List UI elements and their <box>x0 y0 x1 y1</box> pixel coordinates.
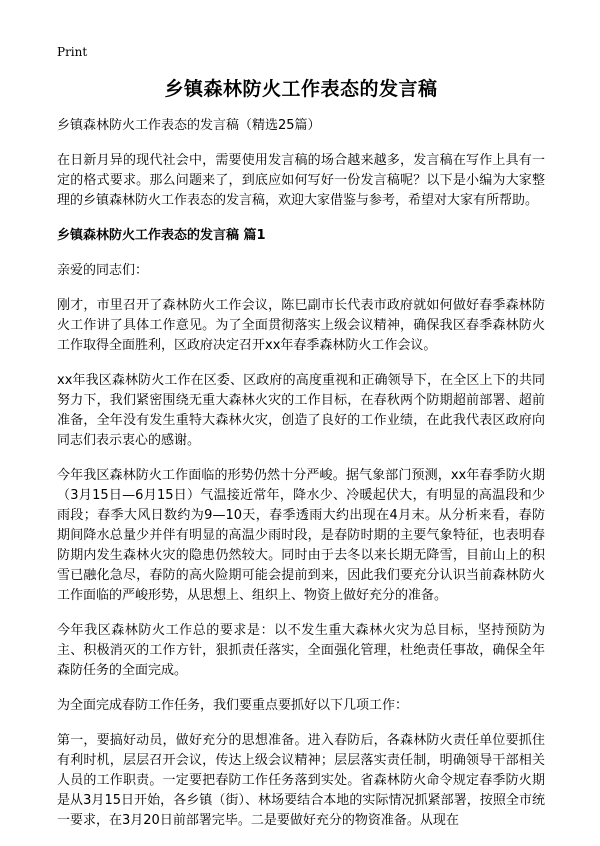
print-label: Print <box>57 45 88 59</box>
section-heading: 乡镇森林防火工作表态的发言稿 篇1 <box>57 228 266 243</box>
body-paragraph: 为全面完成春防工作任务，我们要重点要抓好以下几项工作： <box>57 698 409 713</box>
document-subtitle: 乡镇森林防火工作表态的发言稿（精选25篇） <box>57 118 321 133</box>
body-paragraph: 今年我区森林防火工作面临的形势仍然十分严峻。据气象部门预测，xx年春季防火期（3月15日—6月15日）气温接近常年，降水少、冷暖起伏大，有明显的高温段和少雨段；春季大风日数约为9—10天，春季透雨大约出现在4月末。从分析来看，春防期间降水总量少并伴有明显的高温少雨时段，是春防时期的主要气象特征，也表明春防期内发生森林火灾的隐患仍然较大。同时由于去冬以来长期无降雪，目前山上的积雪已融化急尽，春防的高火险期可能会提前到来，因此我们要充分认识当前森林防火工作面临的严峻形势，从思想上、组织上、物资上做好充分的准备。 <box>57 468 545 603</box>
document-body <box>57 116 545 846</box>
body-paragraph: 第一，要搞好动员，做好充分的思想准备。进入春防后，各森林防火责任单位要抓住有利时机，层层召开会议，传达上级会议精神；层层落实责任制，明确领导干部相关人员的工作职责。一定要把春防工作任务落到实处。省森林防火命令规定春季防火期是从3月15日开始，各乡镇（街）、林场要结合本地的实际情况抓紧部署，按照全市统一要求，在3月20日前部署完毕。二是要做好充分的物资准备。从现在 <box>57 733 545 828</box>
body-paragraph: 今年我区森林防火工作总的要求是：以不发生重大森林火灾为总目标，坚持预防为主、积极消灭的工作方针，狠抓责任落实，全面强化管理，杜绝责任事故，确保全年森防任务的全面完成。 <box>57 623 545 678</box>
body-paragraph: 刚才，市里召开了森林防火工作会议，陈巳副市长代表市政府就如何做好春季森林防火工作讲了具体工作意见。为了全面贯彻落实上级会议精神，确保我区春季森林防火工作取得全面胜利，区政府决定召开xx年春季森林防火工作会议。 <box>57 298 545 353</box>
salutation: 亲爱的同志们： <box>57 263 149 278</box>
intro-paragraph: 在日新月异的现代社会中，需要使用发言稿的场合越来越多，发言稿在写作上具有一定的格式要求。那么问题来了，到底应如何写好一份发言稿呢？以下是小编为大家整理的乡镇森林防火工作表态的发言稿，欢迎大家借鉴与参考，希望对大家有所帮助。 <box>57 153 545 208</box>
body-paragraph: xx年我区森林防火工作在区委、区政府的高度重视和正确领导下，在全区上下的共同努力下，我们紧密围绕无重大森林火灾的工作目标，在春秋两个防期超前部署、超前准备，全年没有发生重特大森林火灾，创造了良好的工作业绩，在此我代表区政府向同志们表示衷心的感谢。 <box>57 373 545 448</box>
document-title: 乡镇森林防火工作表态的发言稿 <box>164 78 438 100</box>
